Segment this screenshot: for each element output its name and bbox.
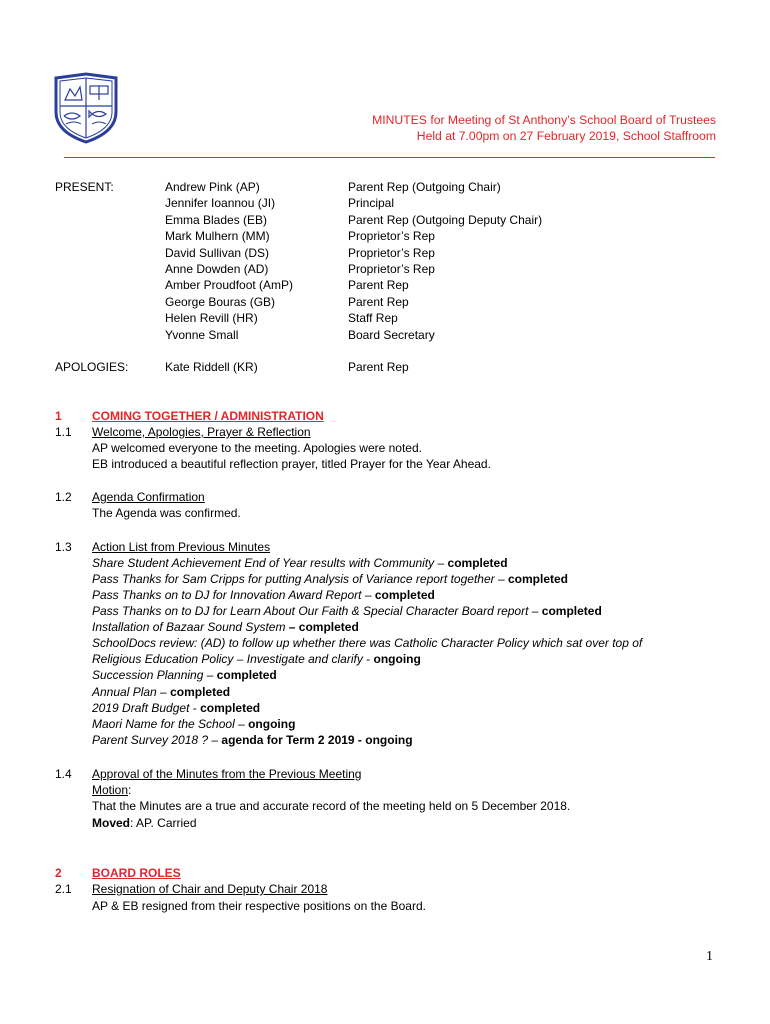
action-item: Succession Planning – completed: [92, 668, 277, 682]
item-1-1-heading: Welcome, Apologies, Prayer & Reflection: [92, 425, 311, 439]
item-1-2-number: 1.2: [55, 490, 72, 504]
motion-text: That the Minutes are a true and accurate record of the meeting held on 5 December 2018.: [92, 799, 571, 813]
action-item: 2019 Draft Budget - completed: [92, 701, 261, 715]
item-1-1-text: AP welcomed everyone to the meeting. Apologies were noted.: [92, 441, 422, 455]
attendee-name: Mark Mulhern (MM): [165, 229, 270, 244]
apologies-role: Parent Rep: [348, 360, 409, 374]
item-1-3-heading: Action List from Previous Minutes: [92, 540, 271, 554]
action-item: Pass Thanks for Sam Cripps for putting Analysis of Variance report together – completed: [92, 572, 568, 586]
section-1-title: COMING TOGETHER / ADMINISTRATION: [92, 409, 324, 423]
attendee-role: Parent Rep (Outgoing Chair): [348, 180, 501, 194]
apologies-label: APOLOGIES:: [55, 360, 129, 374]
present-names-list: [165, 179, 293, 343]
title-line-2: Held at 7.00pm on 27 February 2019, School Staffroom: [416, 129, 716, 143]
attendee-name: George Bouras (GB): [165, 294, 276, 309]
attendee-name: Jennifer Ioannou (JI): [165, 196, 276, 211]
page-number: 1: [706, 949, 713, 964]
action-item: Pass Thanks on to DJ for Learn About Our Faith & Special Character Board report – completed: [92, 604, 602, 618]
action-item: SchoolDocs review: (AD) to follow up whether there was Catholic Character Policy which sat over top of: [92, 636, 643, 650]
item-1-4-number: 1.4: [55, 767, 72, 781]
attendee-role: Proprietor’s Rep: [348, 262, 435, 277]
attendee-role: Parent Rep (Outgoing Deputy Chair): [348, 212, 543, 227]
action-item: Maori Name for the School – ongoing: [92, 717, 296, 731]
attendee-role: Board Secretary: [348, 327, 435, 342]
moved-line: Moved: AP. Carried: [92, 816, 197, 830]
motion-label: Motion:: [92, 783, 132, 797]
school-crest-logo: [52, 72, 120, 144]
item-1-3-number: 1.3: [55, 540, 72, 554]
item-2-1-number: 2.1: [55, 882, 72, 896]
document-title: [372, 112, 716, 144]
item-1-2-heading: Agenda Confirmation: [92, 490, 205, 504]
attendee-name: Amber Proudfoot (AmP): [165, 278, 294, 293]
attendee-name: David Sullivan (DS): [165, 245, 270, 260]
attendee-role: Parent Rep: [348, 294, 409, 309]
attendee-role: Staff Rep: [348, 311, 398, 326]
item-1-2-text: The Agenda was confirmed.: [92, 506, 241, 520]
item-1-1-number: 1.1: [55, 425, 72, 439]
attendee-role: Proprietor’s Rep: [348, 245, 435, 260]
present-roles-list: [348, 179, 542, 343]
item-1-4-heading: Approval of the Minutes from the Previous Meeting: [92, 767, 362, 781]
section-2-number: 2: [55, 866, 62, 880]
action-item: Pass Thanks on to DJ for Innovation Award Report – completed: [92, 588, 435, 602]
attendee-role: Proprietor’s Rep: [348, 229, 435, 244]
action-item: Parent Survey 2018 ? – agenda for Term 2 2019 - ongoing: [92, 733, 413, 747]
action-item: Religious Education Policy – Investigate and clarify - ongoing: [92, 652, 421, 666]
section-2-title: BOARD ROLES: [92, 866, 181, 880]
item-2-1-text: AP & EB resigned from their respective positions on the Board.: [92, 899, 426, 913]
attendee-name: Andrew Pink (AP): [165, 180, 260, 194]
section-1-number: 1: [55, 409, 62, 423]
item-1-1-text: EB introduced a beautiful reflection prayer, titled Prayer for the Year Ahead.: [92, 457, 491, 471]
action-item: Installation of Bazaar Sound System – completed: [92, 620, 359, 634]
header-divider: [64, 157, 715, 158]
present-label: PRESENT:: [55, 180, 114, 194]
item-2-1-heading: Resignation of Chair and Deputy Chair 2018: [92, 882, 328, 896]
attendee-role: Parent Rep: [348, 278, 409, 293]
title-line-1: MINUTES for Meeting of St Anthony’s School Board of Trustees: [372, 113, 716, 127]
attendee-name: Yvonne Small: [165, 327, 239, 342]
attendee-role: Principal: [348, 196, 395, 211]
action-item: Share Student Achievement End of Year results with Community – completed: [92, 556, 508, 570]
attendee-name: Anne Dowden (AD): [165, 262, 269, 277]
action-item: Annual Plan – completed: [92, 685, 231, 699]
apologies-name: Kate Riddell (KR): [165, 360, 258, 374]
attendee-name: Emma Blades (EB): [165, 212, 268, 227]
attendee-name: Helen Revill (HR): [165, 311, 258, 326]
